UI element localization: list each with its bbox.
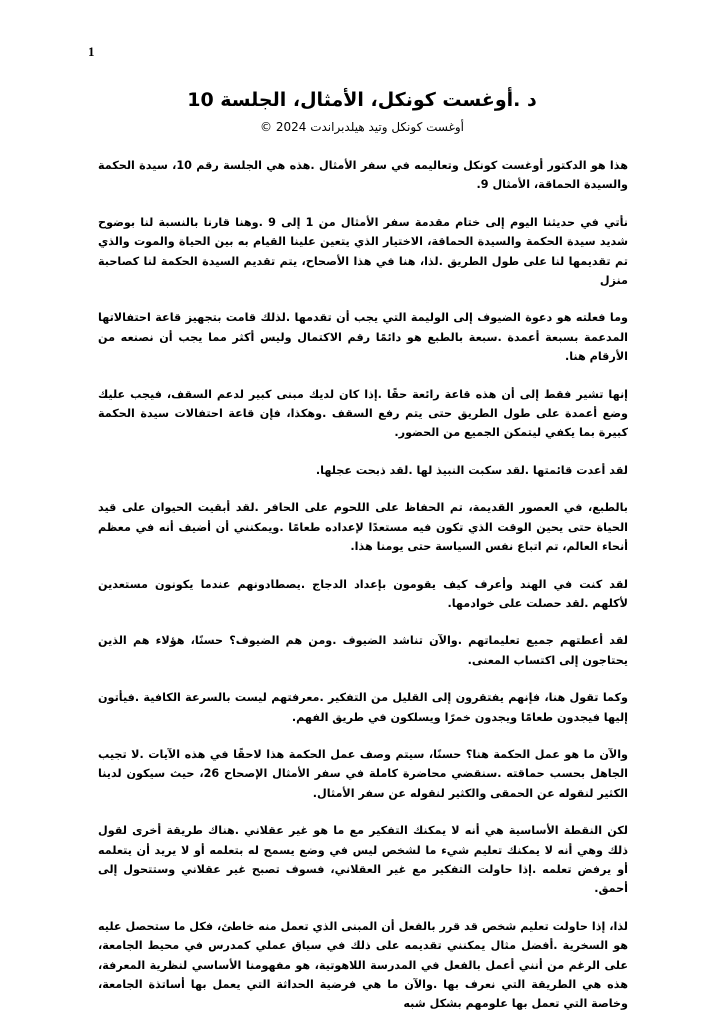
paragraph: بالطبع، في العصور القديمة، تم الحفاظ على اللحوم على الحافر .لقد أبقيت الحيوان على قيد الحياة حتى يحين الوقت الذي تكون فيه مستعدًا لإعداده طعامًا .ويمكنني أن أضيف أنه في معظم أنحاء العالم، تم اتباع نفس السياسة حتى يومنا هذا. bbox=[98, 501, 628, 554]
paragraph: لقد كنت في الهند وأعرف كيف يقومون بإعداد الدجاج .يصطادونهم عندما يكونون مستعدين لأكلهم .لقد حصلت على خوادمها. bbox=[98, 577, 628, 610]
paragraph: إنها تشير فقط إلى أن هذه قاعة رائعة حقًا .إذا كان لديك مبنى كبير لدعم السقف، فيجب عليك وضع أعمدة على طول الطريق حتى يتم رفع السقف .وهكذا، فإن قاعة احتفالات سيدة الحكمة كبيرة بما يكفي ليتمكن الجميع من الحضور. bbox=[98, 387, 628, 440]
copyright-line: أوغست كونكل وتيد هيلدبراندت 2024 © bbox=[260, 120, 464, 134]
paragraph: لقد أعدت قائمتها .لقد سكبت النبيذ لها .لقد ذبحت عجلها. bbox=[315, 463, 628, 477]
document-body bbox=[98, 156, 628, 1014]
paragraph: لقد أعطتهم جميع تعليماتهم .والآن تناشد الضيوف .ومن هم الضيوف؟ حسنًا، هؤلاء هم الذين يحتاجون إلى اكتساب المعنى. bbox=[98, 634, 628, 667]
paragraph: والآن ما هو عمل الحكمة هنا؟ حسنًا، سيتم وصف عمل الحكمة هذا لاحقًا في هذه الآيات .لا تجيب الجاهل بحسب حماقته .سنقضي محاضرة كاملة في سفر الأمثال الإصحاح 26، حيث سيكون لدينا الكثير لنقوله عن الحمقى والكثير لنقوله عن سفر الأمثال. bbox=[98, 747, 628, 800]
page-number: 1 bbox=[88, 44, 95, 59]
paragraph: لكن النقطة الأساسية هي أنه لا يمكنك التفكير مع ما هو غير عقلاني .هناك طريقة أخرى لقول ذلك وهي أنه لا يمكنك تعليم شيء ما لشخص ليس في وضع يسمح له بتعلمه أو لا يريد أن يتعلمه أو يرفض تعلمه .إذا حاولت التفكير مع غير العقلاني، فسوف تصبح غير عقلاني وستتحول إلى أحمق. bbox=[98, 824, 628, 896]
paragraph: وكما تقول هنا، فإنهم يفتقرون إلى القليل من التفكير .معرفتهم ليست بالسرعة الكافية .فيأتون إليها فيجدون طعامًا ويجدون خمرًا ويسلكون في طريق الفهم. bbox=[98, 691, 628, 724]
paragraph: هذا هو الدكتور أوغست كونكل وتعاليمه في سفر الأمثال .هذه هي الجلسة رقم 10، سيدة الحكمة والسيدة الحماقة، الأمثال 9. bbox=[98, 159, 628, 192]
paragraph: لذا، إذا حاولت تعليم شخص قد قرر بالفعل أن المبنى الذي تعمل منه خاطئ، فكل ما ستحصل عليه هو السخرية .أفضل مثال يمكنني تقديمه على ذلك في سياق عملي كمدرس في محيط الجامعة، على الرغم من أنني أعمل بالفعل في المدرسة اللاهوتية، هو مفهومنا الأساسي لنظرية المعرفة، هذه هي الطريقة التي نعرف بها .والآن ما هي فرضية الحداثة التي يعمل بها أساتذة الجامعة، وخاصة التي تعمل بها علومهم بشكل شبه bbox=[98, 919, 628, 1011]
paragraph: وما فعلته هو دعوة الضيوف إلى الوليمة التي يجب أن تقدمها .لذلك قامت بتجهيز قاعة احتفالاتها المدعمة بسبعة أعمدة .سبعة بالطبع هو دائمًا رقم الاكتمال وليس أكثر مما يجب أن نصنعه من الأرقام هنا. bbox=[98, 311, 628, 364]
paragraph: نأتي في حديثنا اليوم إلى ختام مقدمة سفر الأمثال من 1 إلى 9 .وهنا قارنا بالنسبة لنا بوضوح شديد سيدة الحكمة والسيدة الحماقة، الاختيار الذي يتعين علينا القيام به بين الحياة والموت والذي تم تقديمها لنا على طول الطريق .لذا، هنا في هذا الأصحاح، يتم تقديم السيدة الحكمة لنا كصاحبة منزل bbox=[98, 215, 628, 288]
document-title: د .أوغست كونكل، الأمثال، الجلسة 10 bbox=[187, 89, 537, 111]
